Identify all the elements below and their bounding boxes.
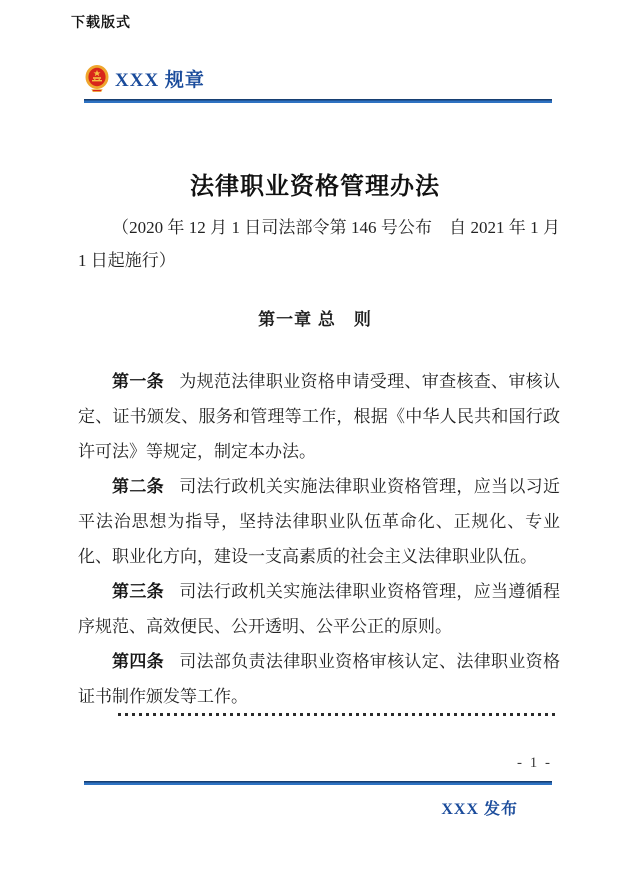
national-emblem-icon [84,64,110,92]
chapter-heading: 第一章 总 则 [258,310,372,329]
article-text: 司法部负责法律职业资格审核认定、法律职业资格证书制作颁发等工作。 [78,652,561,706]
document-title: 法律职业资格管理办法 [190,174,440,200]
truncation-dots [118,713,556,716]
document-body [78,364,560,714]
article-text: 为规范法律职业资格申请受理、审查核查、审核认定、证书颁发、服务和管理等工作，根据《中华人民共和国行政许可法》等规定，制定本办法。 [78,372,561,461]
article-number: 第一条 [112,372,164,391]
document-header [84,62,552,94]
article-paragraph [78,574,560,644]
article-number: 第四条 [112,652,164,671]
article-paragraph [78,644,560,714]
article-text: 司法行政机关实施法律职业资格管理，应当以习近平法治思想为指导，坚持法律职业队伍革命化、正规化、专业化、职业化方向，建设一支高素质的社会主义法律职业队伍。 [78,477,561,566]
download-format-link[interactable]: 下载版式 [71,16,131,31]
masthead-row [84,62,552,94]
header-org-label: XXX 规章 [115,69,205,91]
publisher-label: XXX 发布 [441,801,518,818]
article-paragraph [78,364,560,469]
article-paragraph [78,469,560,574]
page-number: - 1 - [517,755,552,771]
footer-divider [84,781,552,785]
article-number: 第二条 [112,477,164,496]
article-number: 第三条 [112,582,164,601]
header-divider [84,99,552,103]
article-text: 司法行政机关实施法律职业资格管理，应当遵循程序规范、高效便民、公开透明、公平公正的原则。 [78,582,561,636]
promulgation-note: （2020 年 12 月 1 日司法部令第 146 号公布 自 2021 年 1 月 1 日起施行） [78,218,560,270]
